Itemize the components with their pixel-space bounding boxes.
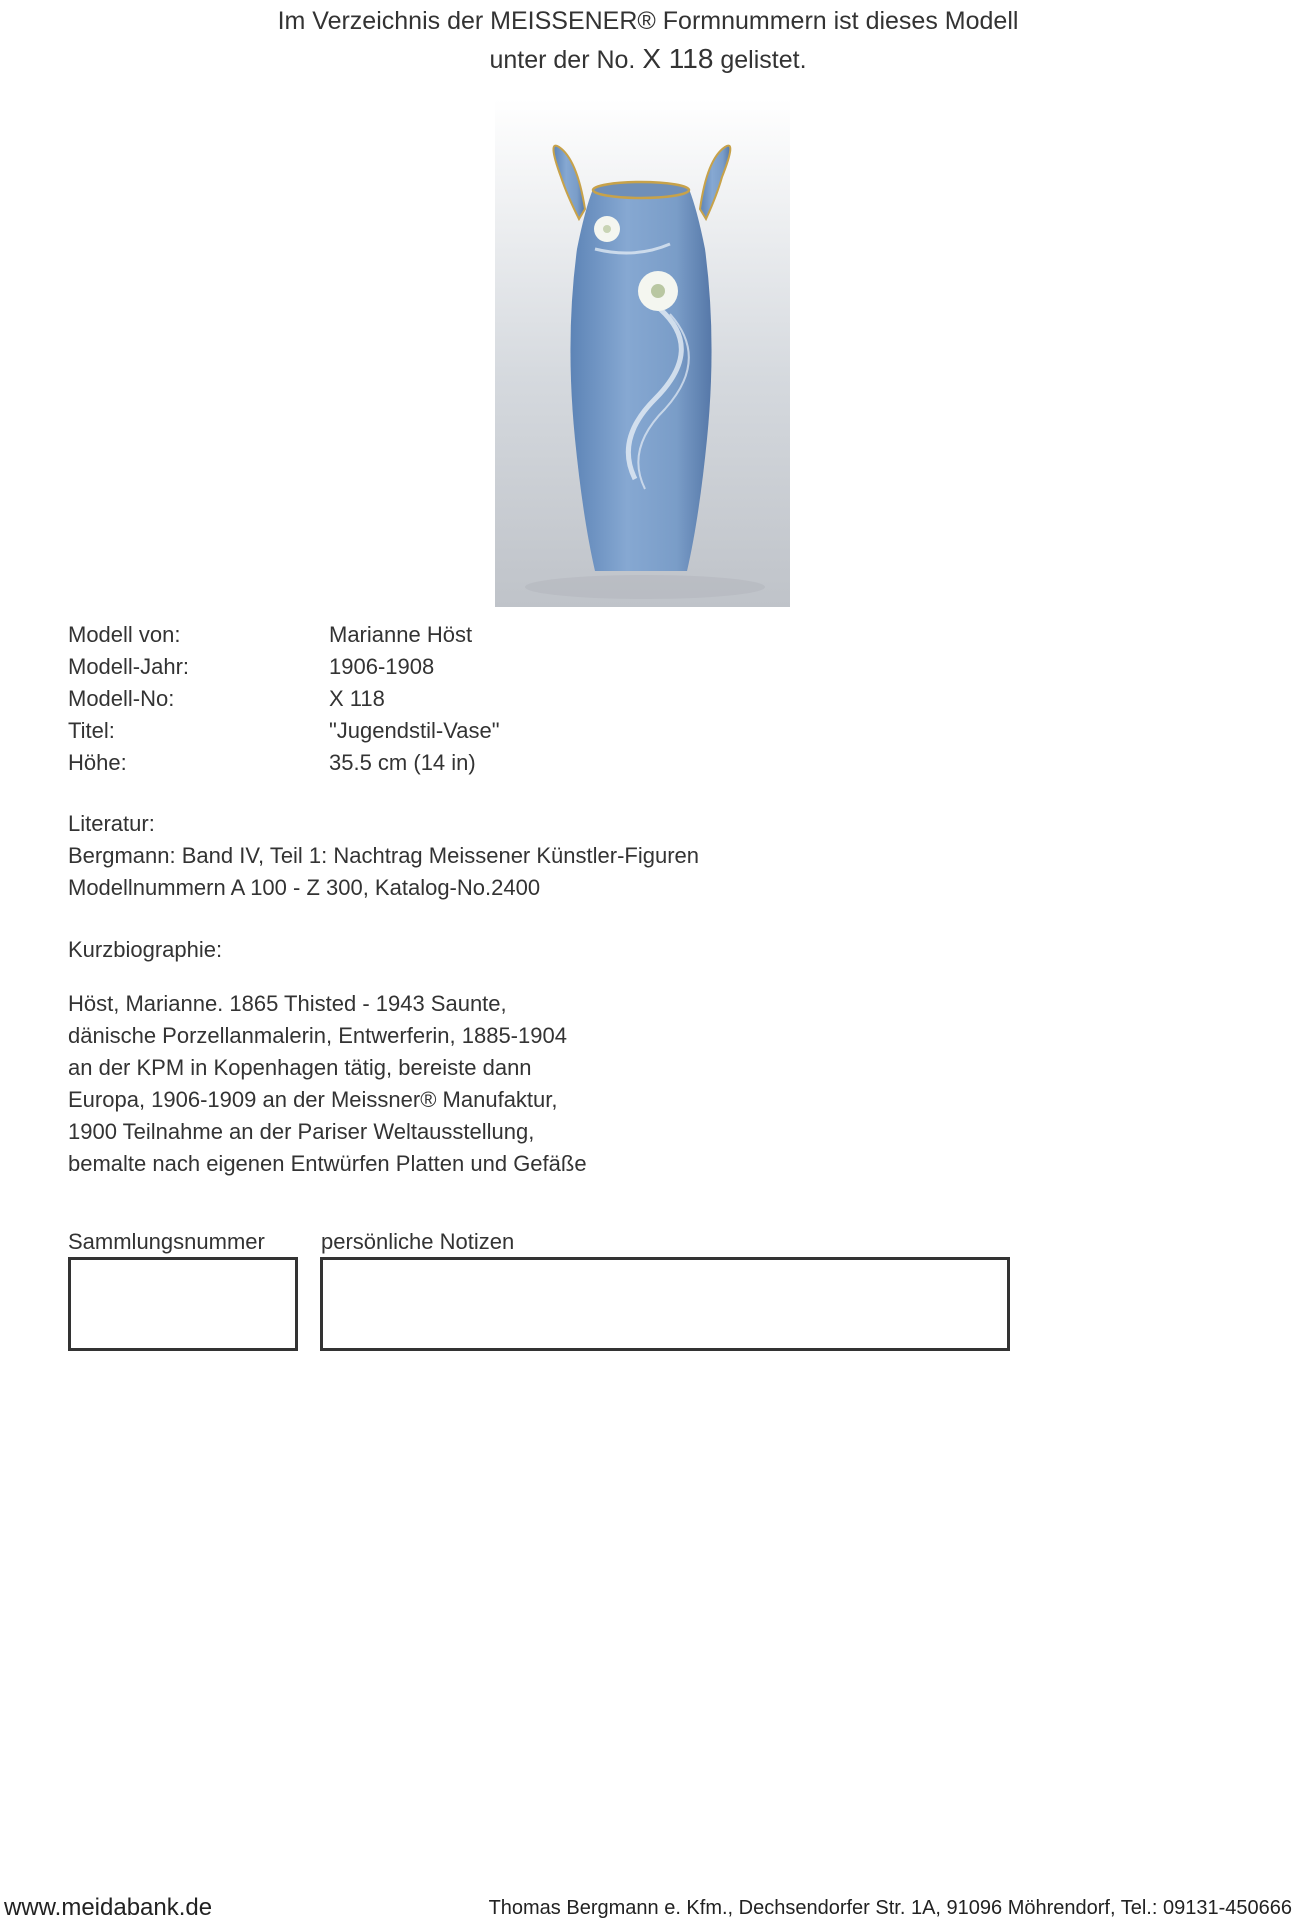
biography-line: an der KPM in Kopenhagen tätig, bereiste dann [68, 1055, 532, 1080]
detail-row-height [68, 747, 768, 779]
biography-text [68, 988, 587, 1180]
detail-label: Titel: [68, 718, 115, 743]
header-line-1: Im Verzeichnis der MEISSENER® Formnummern ist dieses Modell [277, 7, 1019, 35]
personal-notes-field[interactable] [320, 1257, 1010, 1351]
page-header [0, 2, 1296, 79]
biography-heading: Kurzbiographie: [68, 937, 223, 962]
detail-label: Modell-Jahr: [68, 654, 190, 679]
detail-row-author [68, 619, 768, 651]
detail-value: "Jugendstil-Vase" [329, 718, 500, 743]
detail-value: X 118 [329, 686, 385, 711]
detail-label: Modell von: [68, 622, 181, 647]
footer-address: Thomas Bergmann e. Kfm., Dechsendorfer Str. 1A, 91096 Möhrendorf, Tel.: 09131-450666 [488, 1897, 1292, 1919]
header-suffix: gelistet. [720, 46, 807, 74]
model-details [68, 619, 768, 779]
collection-number-label: Sammlungsnummer [68, 1229, 265, 1254]
detail-row-title [68, 715, 768, 747]
model-number-highlight: X 118 [642, 43, 714, 74]
biography-line: dänische Porzellanmalerin, Entwerferin, 1885-1904 [68, 1023, 567, 1048]
header-line-2 [0, 40, 1296, 79]
literature-line: Modellnummern A 100 - Z 300, Katalog-No.2400 [68, 875, 541, 900]
personal-notes-label: persönliche Notizen [321, 1229, 515, 1254]
detail-value: 35.5 cm (14 in) [329, 750, 476, 775]
detail-value: 1906-1908 [329, 654, 435, 679]
literature-heading: Literatur: [68, 811, 155, 836]
literature-text [68, 840, 699, 904]
header-prefix: unter der No. [489, 46, 636, 74]
detail-label: Höhe: [68, 750, 127, 775]
biography-line: Höst, Marianne. 1865 Thisted - 1943 Saunte, [68, 991, 507, 1016]
biography-line: bemalte nach eigenen Entwürfen Platten und Gefäße [68, 1151, 587, 1176]
literature-line: Bergmann: Band IV, Teil 1: Nachtrag Meissener Künstler-Figuren [68, 843, 699, 868]
vase-photo [495, 99, 790, 607]
detail-row-number [68, 683, 768, 715]
detail-value: Marianne Höst [329, 622, 473, 647]
biography-line: Europa, 1906-1909 an der Meissner® Manufaktur, [68, 1087, 558, 1112]
detail-label: Modell-No: [68, 686, 175, 711]
detail-row-year [68, 651, 768, 683]
collection-number-field[interactable] [68, 1257, 298, 1351]
footer-website[interactable]: www.meidabank.de [4, 1894, 213, 1921]
biography-line: 1900 Teilnahme an der Pariser Weltausstellung, [68, 1119, 535, 1144]
